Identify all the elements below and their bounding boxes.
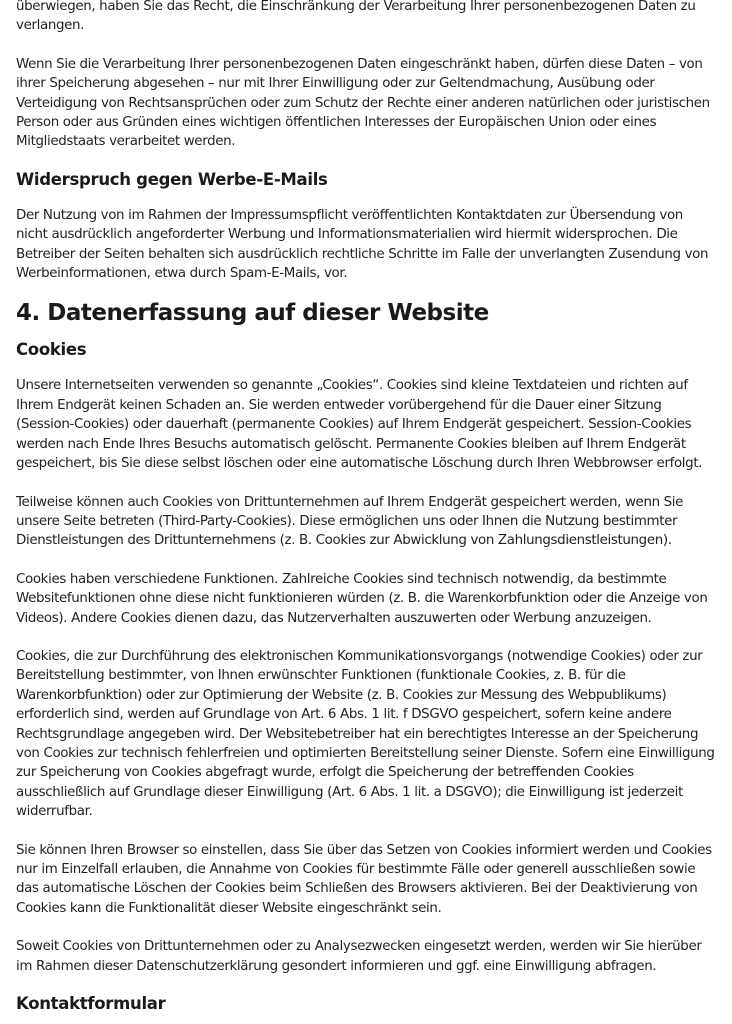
- heading-cookies: Cookies: [16, 340, 87, 360]
- section-heading-data-collection: 4. Datenerfassung auf dieser Website: [16, 300, 489, 327]
- paragraph-restriction-use: Wenn Sie die Verarbeitung Ihrer personenbezogenen Daten eingeschränkt haben, dürfen diese Daten – von ihrer Speicherung abgesehen – nur mit Ihrer Einwilligung oder zur Geltendmachung, Ausübung oder Verteidigung von Rechtsansprüchen oder zum Schutz der Rechte einer anderen natürlichen oder juristischen Person oder aus Gründen eines wichtigen öffentlichen Interesses der Europäischen Union oder eines Mitgliedstaats verarbeitet werden.: [16, 56, 710, 150]
- paragraph-cookies-legal-basis: Cookies, die zur Durchführung des elektronischen Kommunikationsvorgangs (notwendige Cookies) oder zur Bereitstellung bestimmter, von Ihnen erwünschter Funktionen (funktionale Cookies, z. B. für die Warenkorbfunktion) oder zur Optimierung der Website (z. B. Cookies zur Messung des Webpublikums) erforderlich sind, werden auf Grundlage von Art. 6 Abs. 1 lit. f DSGVO gespeichert, sofern keine andere Rechtsgrundlage angegeben wird. Der Websitebetreiber hat ein berechtigtes Interesse an der Speicherung von Cookies zur technisch fehlerfreien und optimierten Bereitstellung seiner Dienste. Sofern eine Einwilligung zur Speicherung von Cookies abgefragt wurde, erfolgt die Speicherung der betreffenden Cookies ausschließlich auf Grundlage dieser Einwilligung (Art. 6 Abs. 1 lit. a DSGVO); die Einwilligung ist jederzeit widerrufbar.: [16, 648, 715, 820]
- paragraph-cookies-browser-settings: Sie können Ihren Browser so einstellen, dass Sie über das Setzen von Cookies informiert werden und Cookies nur im Einzelfall erlauben, die Annahme von Cookies für bestimmte Fälle oder generell ausschließen sowie das automatische Löschen der Cookies beim Schließen des Browsers aktivieren. Bei der Deaktivierung von Cookies kann die Funktionalität dieser Website eingeschränkt sein.: [16, 842, 712, 916]
- paragraph-cookies-third-party: Teilweise können auch Cookies von Drittunternehmen auf Ihrem Endgerät gespeichert werden, wenn Sie unsere Seite betreten (Third-Party-Cookies). Diese ermöglichen uns oder Ihnen die Nutzung bestimmter Dienstleistungen des Drittunternehmens (z. B. Cookies zur Abwicklung von Zahlungsdienstleistungen).: [16, 494, 684, 549]
- paragraph-cookies-third-party-analysis: Soweit Cookies von Drittunternehmen oder zu Analysezwecken eingesetzt werden, werden wir Sie hierüber im Rahmen dieser Datenschutzerklärung gesondert informieren und ggf. eine Einwilligung abfragen.: [16, 939, 702, 974]
- heading-contact-form: Kontaktformular: [16, 994, 166, 1014]
- paragraph-cookies-functions: Cookies haben verschiedene Funktionen. Zahlreiche Cookies sind technisch notwendig, da bestimmte Websitefunktionen ohne diese nicht funktionieren würden (z. B. die Warenkorbfunktion oder die Anzeige von Videos). Andere Cookies dienen dazu, das Nutzerverhalten auszuwerten oder Werbung anzuzeigen.: [16, 571, 708, 626]
- heading-objection-advertising: Widerspruch gegen Werbe-E-Mails: [16, 169, 328, 189]
- paragraph-restriction-end: überwiegen, haben Sie das Recht, die Einschränkung der Verarbeitung Ihrer personenbezogenen Daten zu verlangen.: [16, 0, 696, 34]
- privacy-policy-content: [16, 0, 716, 1015]
- paragraph-cookies-intro: Unsere Internetseiten verwenden so genannte „Cookies“. Cookies sind kleine Textdateien und richten auf Ihrem Endgerät keinen Schaden an. Sie werden entweder vorübergehend für die Dauer einer Sitzung (Session-Cookies) oder dauerhaft (permanente Cookies) auf Ihrem Endgerät gespeichert. Session-Cookies werden nach Ende Ihres Besuchs automatisch gelöscht. Permanente Cookies bleiben auf Ihrem Endgerät gespeichert, bis Sie diese selbst löschen oder eine automatische Löschung durch Ihren Webbrowser erfolgt.: [16, 378, 703, 472]
- paragraph-objection-advertising: Der Nutzung von im Rahmen der Impressumspflicht veröffentlichten Kontaktdaten zur Übersendung von nicht ausdrücklich angeforderter Werbung und Informationsmaterialien wird hiermit widersprochen. Die Betreiber der Seiten behalten sich ausdrücklich rechtliche Schritte im Falle der unverlangten Zusendung von Werbeinformationen, etwa durch Spam-E-Mails, vor.: [16, 207, 709, 282]
